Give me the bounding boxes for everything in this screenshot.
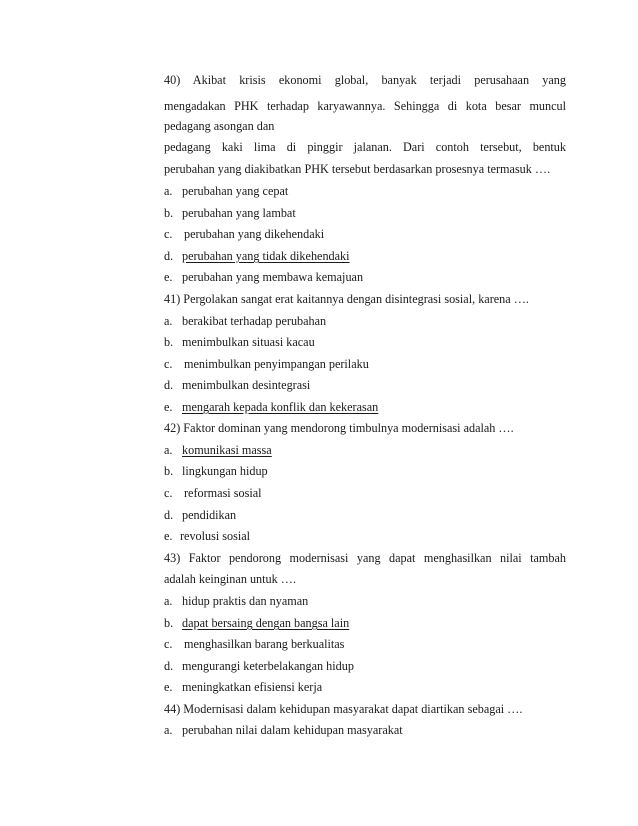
answer-underlined-text: dapat bersaing dengan bangsa lain — [182, 616, 350, 630]
question-40-option-e — [164, 269, 566, 285]
option-text: perubahan nilai dalam kehidupan masyarakat — [182, 723, 403, 737]
question-44-option-a — [164, 722, 566, 738]
option-letter: a. — [164, 184, 173, 198]
question-41-option-e — [164, 399, 566, 415]
option-text: perubahan yang lambat — [182, 206, 296, 220]
question-40-option-c — [164, 226, 566, 242]
option-text: mengurangi keterbelakangan hidup — [182, 659, 354, 673]
question-41-line-1: 41) Pergolakan sangat erat kaitannya dengan disintegrasi sosial, karena …. — [164, 292, 529, 306]
option-letter: a. — [164, 594, 173, 608]
question-42-option-b — [164, 463, 566, 479]
option-letter: b. — [164, 464, 174, 478]
option-text: pendidikan — [182, 508, 237, 522]
question-42-option-c — [164, 485, 566, 501]
option-letter: a. — [164, 723, 173, 737]
question-44-line-1: 44) Modernisasi dalam kehidupan masyarakat dapat diartikan sebagai …. — [164, 702, 523, 716]
option-letter: d. — [164, 249, 174, 263]
option-letter: d. — [164, 508, 174, 522]
option-letter: e. — [164, 270, 173, 284]
option-letter: b. — [164, 335, 174, 349]
question-43-option-a — [164, 593, 566, 609]
option-text: menimbulkan penyimpangan perilaku — [184, 357, 369, 371]
option-text: hidup praktis dan nyaman — [182, 594, 309, 608]
option-letter: e. — [164, 400, 173, 414]
option-letter: c. — [164, 486, 173, 500]
question-42-option-e — [164, 528, 566, 544]
question-41-option-b — [164, 334, 566, 350]
question-40-option-d — [164, 248, 566, 264]
option-letter: c. — [164, 227, 173, 241]
question-40-option-b — [164, 205, 566, 221]
option-text: perubahan yang dikehendaki — [184, 227, 325, 241]
question-41-option-d — [164, 377, 566, 393]
option-text: menimbulkan situasi kacau — [182, 335, 315, 349]
question-43-line-2: adalah keinginan untuk …. — [164, 572, 296, 586]
question-42-option-a — [164, 442, 566, 458]
question-43-option-b — [164, 615, 566, 631]
question-43-option-c — [164, 636, 566, 652]
question-43-option-d — [164, 658, 566, 674]
option-letter: e. — [164, 529, 173, 543]
option-text: lingkungan hidup — [182, 464, 268, 478]
answer-underlined-text: komunikasi massa — [182, 443, 272, 457]
option-text: menghasilkan barang berkualitas — [184, 637, 345, 651]
question-43-option-e — [164, 679, 566, 695]
option-text: revolusi sosial — [180, 529, 251, 543]
option-text: meningkatkan efisiensi kerja — [182, 680, 323, 694]
option-letter: a. — [164, 314, 173, 328]
option-letter: b. — [164, 616, 174, 630]
question-40-line-1: 40) Akibat krisis ekonomi global, banyak terjadi perusahaan yang — [164, 73, 566, 87]
option-letter: c. — [164, 637, 173, 651]
answer-underlined-text: perubahan yang tidak dikehendaki — [182, 249, 350, 263]
option-text: menimbulkan desintegrasi — [182, 378, 311, 392]
question-42-option-d — [164, 507, 566, 523]
option-letter: d. — [164, 659, 174, 673]
question-41-option-c — [164, 356, 566, 372]
question-40-line-2: mengadakan PHK terhadap karyawannya. Sehingga di kota besar muncul — [164, 99, 566, 113]
question-43-line-1: 43) Faktor pendorong modernisasi yang dapat menghasilkan nilai tambah — [164, 551, 566, 565]
question-40-option-a — [164, 183, 566, 199]
option-letter: c. — [164, 357, 173, 371]
option-letter: b. — [164, 206, 174, 220]
question-40-line-5: perubahan yang diakibatkan PHK tersebut berdasarkan prosesnya termasuk …. — [164, 162, 551, 176]
option-text: perubahan yang cepat — [182, 184, 289, 198]
question-40-line-3: pedagang asongan dan — [164, 119, 275, 133]
option-text: perubahan yang membawa kemajuan — [182, 270, 364, 284]
question-40-line-4: pedagang kaki lima di pinggir jalanan. Dari contoh tersebut, bentuk — [164, 140, 566, 154]
option-letter: a. — [164, 443, 173, 457]
answer-underlined-text: mengarah kepada konflik dan kekerasan — [182, 400, 379, 414]
option-text: berakibat terhadap perubahan — [182, 314, 327, 328]
question-42-line-1: 42) Faktor dominan yang mendorong timbulnya modernisasi adalah …. — [164, 421, 514, 435]
option-letter: e. — [164, 680, 173, 694]
question-41-option-a — [164, 313, 566, 329]
option-letter: d. — [164, 378, 174, 392]
option-text: reformasi sosial — [184, 486, 262, 500]
